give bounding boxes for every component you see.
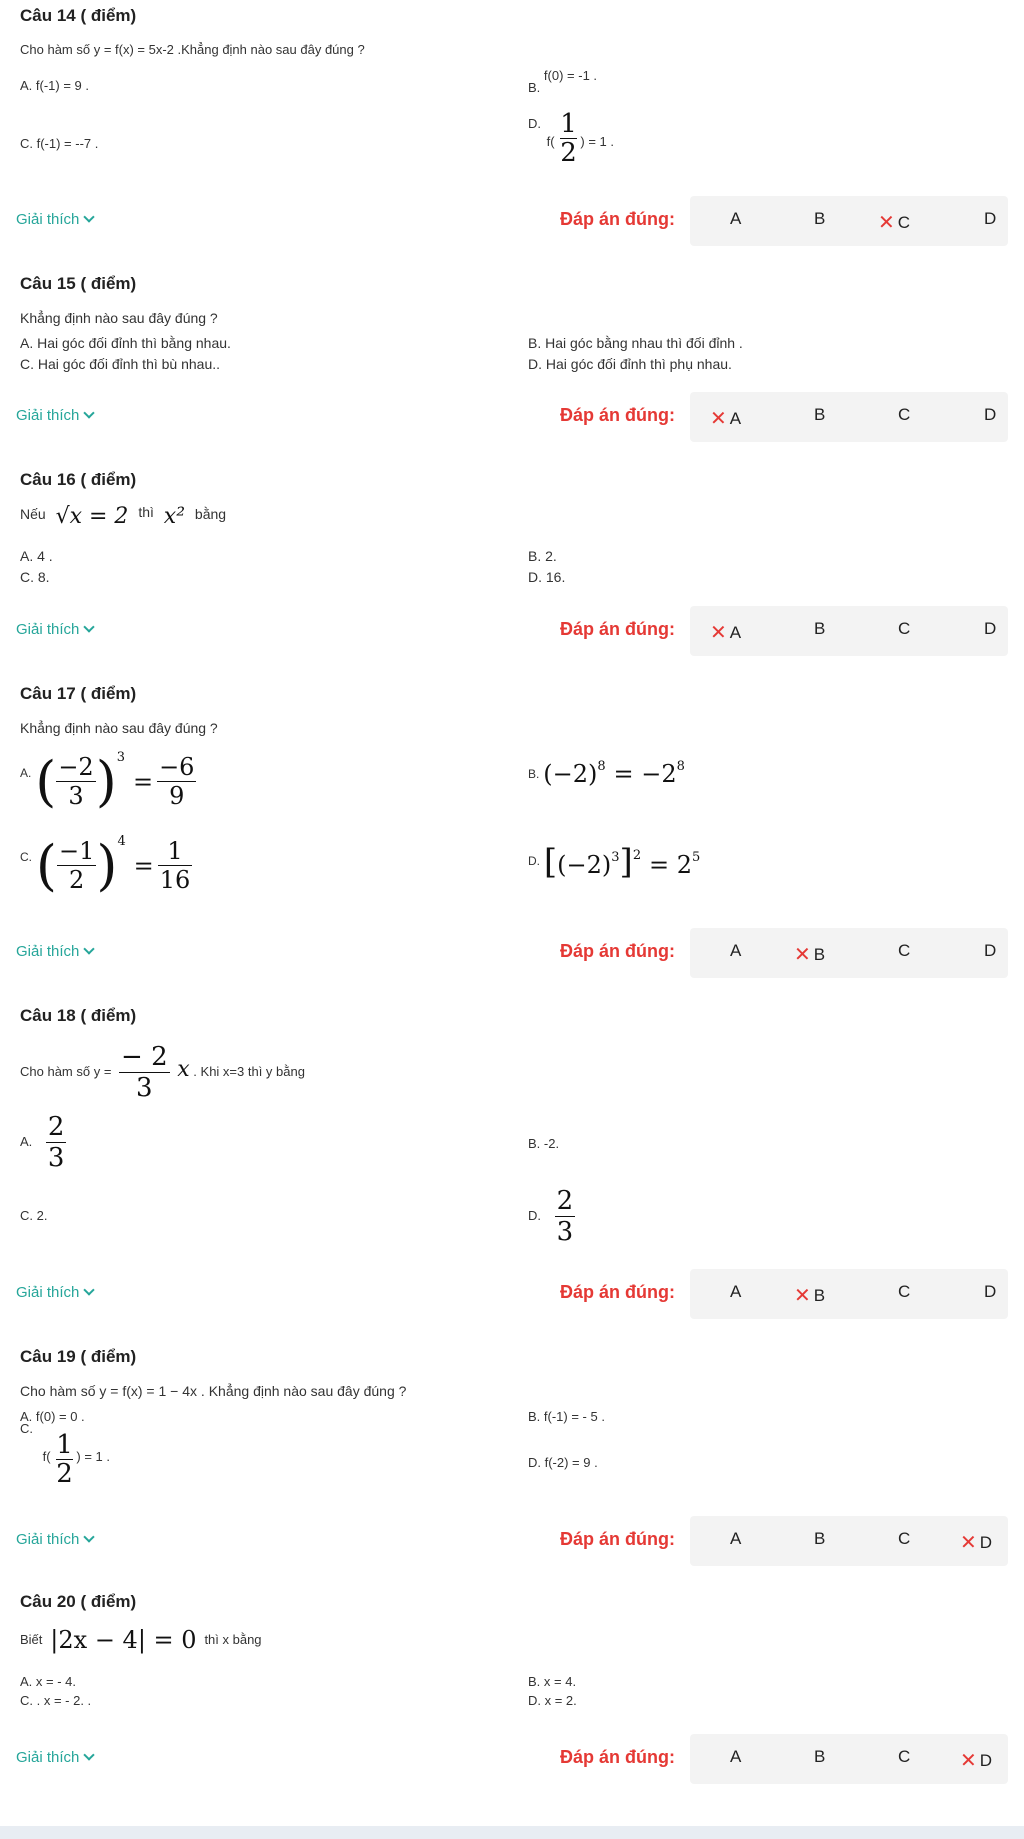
- option-c: C. f(-1) = --7 .: [20, 136, 99, 151]
- wrong-mark-icon: ✕: [794, 1285, 811, 1307]
- fraction-numerator: −1: [58, 837, 95, 865]
- choice-d[interactable]: D: [984, 209, 997, 228]
- choice-c[interactable]: C: [898, 1529, 911, 1548]
- wrong-mark-icon: ✕: [794, 944, 811, 966]
- option-a: A. Hai góc đối đỉnh thì bằng nhau.: [20, 335, 231, 351]
- stem-text: Biết: [20, 1632, 43, 1647]
- choice-b[interactable]: B: [814, 619, 826, 638]
- base-expression: (−2): [557, 851, 612, 879]
- option-b: B. 2.: [528, 548, 557, 564]
- explain-label: Giải thích: [16, 407, 80, 424]
- choice-a[interactable]: A: [730, 1529, 742, 1548]
- choice-label: D: [979, 1533, 993, 1552]
- option-text: f(0) = -1 .: [543, 68, 598, 83]
- fraction-denominator: 9: [157, 781, 196, 810]
- choice-label: C: [897, 213, 911, 232]
- paren-close: ): [96, 834, 118, 897]
- fraction-numerator: 1: [56, 1430, 73, 1460]
- choice-b[interactable]: [794, 941, 825, 966]
- answer-choices: [690, 196, 1008, 246]
- choice-d[interactable]: [960, 1747, 992, 1772]
- fraction: [56, 753, 95, 810]
- wrong-mark-icon: ✕: [960, 1532, 977, 1554]
- correct-answer-label: Đáp án đúng:: [560, 1747, 675, 1767]
- choice-d[interactable]: D: [984, 941, 997, 960]
- option-a: [20, 750, 196, 814]
- variable: x: [177, 1056, 190, 1082]
- choice-d[interactable]: [960, 1529, 992, 1554]
- option-b: B. x = 4.: [528, 1674, 577, 1689]
- option-c: C. 8.: [20, 569, 50, 585]
- fraction-denominator: 2: [57, 865, 96, 894]
- question-stem: Cho hàm số y = f(x) = 5x-2 .Khẳng định nào sau đây đúng ?: [20, 42, 365, 57]
- option-prefix: B.: [528, 767, 540, 781]
- correct-answer-label: Đáp án đúng:: [560, 619, 675, 639]
- fraction-denominator: 3: [119, 1072, 170, 1103]
- choice-c[interactable]: C: [898, 619, 911, 638]
- option-fn-close: ) = 1 .: [76, 1449, 110, 1464]
- question-stem: [20, 504, 226, 529]
- answer-choices: [690, 606, 1008, 656]
- chevron-down-icon: [84, 621, 95, 632]
- option-c: C. 2.: [20, 1208, 48, 1223]
- option-c: C. . x = - 2. .: [20, 1693, 92, 1708]
- fraction: [560, 110, 577, 167]
- choice-c[interactable]: C: [898, 405, 911, 424]
- option-a: A. 4 .: [20, 548, 53, 564]
- fraction-denominator: 2: [56, 1459, 73, 1489]
- choice-label: A: [729, 409, 742, 428]
- option-fn-close: ) = 1 .: [580, 134, 614, 149]
- wrong-mark-icon: ✕: [710, 622, 727, 644]
- choice-b[interactable]: B: [814, 405, 826, 424]
- choice-d[interactable]: D: [984, 405, 997, 424]
- answer-row-14: [0, 196, 1024, 246]
- question-title: Câu 16 ( điểm): [20, 470, 137, 489]
- fraction: [158, 837, 193, 894]
- answer-choices: [690, 1734, 1008, 1784]
- rhs-expression: = 2: [648, 851, 692, 879]
- equals-sign: =: [133, 851, 154, 880]
- question-title: Câu 20 ( điểm): [20, 1592, 137, 1611]
- stem-text: thì x bằng: [204, 1632, 262, 1647]
- option-prefix: A.: [20, 766, 32, 781]
- fraction-numerator: 1: [167, 837, 183, 865]
- exponent: 2: [632, 848, 642, 864]
- chevron-down-icon: [84, 1284, 95, 1295]
- stem-text: thì: [138, 504, 154, 520]
- choice-b[interactable]: B: [814, 1529, 826, 1548]
- explain-label: Giải thích: [16, 1749, 80, 1766]
- explain-label: Giải thích: [16, 1531, 80, 1548]
- option-prefix: D.: [528, 116, 541, 131]
- choice-d[interactable]: D: [984, 619, 997, 638]
- fraction-denominator: 3: [556, 1217, 574, 1247]
- option-d: D. f(-2) = 9 .: [528, 1455, 598, 1470]
- answer-choices: [690, 392, 1008, 442]
- explain-label: Giải thích: [16, 1284, 80, 1301]
- exponent: 8: [597, 759, 606, 775]
- choice-a[interactable]: A: [730, 1747, 742, 1766]
- explain-toggle[interactable]: [16, 1531, 93, 1548]
- answer-row-17: [0, 928, 1024, 978]
- question-title: Câu 14 ( điểm): [20, 6, 137, 25]
- correct-answer-label: Đáp án đúng:: [560, 941, 675, 961]
- question-stem: [20, 1626, 262, 1654]
- wrong-mark-icon: ✕: [960, 1750, 977, 1772]
- fraction: [56, 1431, 73, 1488]
- exponent: 3: [611, 850, 620, 866]
- exponent: 5: [692, 850, 701, 866]
- chevron-down-icon: [84, 1531, 95, 1542]
- choice-c[interactable]: [878, 209, 910, 234]
- question-stem: Khẳng định nào sau đây đúng ?: [20, 720, 218, 736]
- stem-text: . Khi x=3 thì y bằng: [193, 1063, 305, 1079]
- question-title: Câu 18 ( điểm): [20, 1006, 137, 1025]
- option-prefix: A.: [20, 1133, 33, 1149]
- bracket-open: [: [543, 842, 558, 882]
- explain-toggle[interactable]: [16, 211, 93, 228]
- option-d: D. x = 2.: [528, 1693, 577, 1708]
- answer-choices: [690, 1269, 1008, 1319]
- question-title: Câu 19 ( điểm): [20, 1347, 137, 1366]
- option-prefix: C.: [20, 1421, 33, 1436]
- fraction: [555, 1186, 576, 1247]
- bracket-close: ]: [619, 842, 633, 882]
- option-c: [20, 1421, 110, 1489]
- fraction-denominator: 16: [159, 866, 191, 894]
- choice-label: A: [729, 623, 742, 642]
- explain-toggle[interactable]: [16, 943, 93, 960]
- fraction: [57, 837, 96, 894]
- option-b: B. f(-1) = - 5 .: [528, 1409, 605, 1424]
- correct-answer-label: Đáp án đúng:: [560, 405, 675, 425]
- answer-row-19: [0, 1516, 1024, 1566]
- answer-choices: [690, 928, 1008, 978]
- exponent: 3: [116, 750, 126, 766]
- explain-toggle[interactable]: [16, 1284, 93, 1301]
- explain-toggle[interactable]: [16, 621, 93, 638]
- answer-row-18: [0, 1269, 1024, 1319]
- choice-label: B: [813, 1286, 826, 1305]
- option-b: [528, 760, 685, 788]
- chevron-down-icon: [84, 211, 95, 222]
- option-d: [528, 842, 700, 882]
- option-d: D. Hai góc đối đỉnh thì phụ nhau.: [528, 356, 732, 372]
- choice-a[interactable]: A: [730, 209, 742, 228]
- stem-text: Cho hàm số y =: [20, 1063, 112, 1079]
- option-b: B. Hai góc bằng nhau thì đối đỉnh .: [528, 335, 743, 351]
- fraction-numerator: −6: [159, 753, 195, 781]
- fraction-numerator: 2: [47, 1112, 65, 1142]
- choice-a[interactable]: [710, 619, 741, 644]
- explain-label: Giải thích: [16, 943, 80, 960]
- option-d: [528, 1186, 575, 1247]
- choice-c[interactable]: C: [898, 1747, 911, 1766]
- choice-b[interactable]: B: [814, 1747, 826, 1766]
- option-a: A. f(-1) = 9 .: [20, 78, 89, 93]
- option-a: A. f(0) = 0 .: [20, 1409, 85, 1424]
- question-title: Câu 15 ( điểm): [20, 274, 137, 293]
- option-prefix: B.: [528, 80, 541, 95]
- answer-row-20: [0, 1734, 1024, 1784]
- chevron-down-icon: [84, 407, 95, 418]
- equals-sign: =: [132, 767, 154, 796]
- choice-label: B: [813, 945, 826, 964]
- fraction-denominator: 3: [56, 781, 95, 810]
- fraction-denominator: 2: [560, 138, 577, 168]
- choice-a[interactable]: A: [730, 1282, 742, 1301]
- choice-c[interactable]: C: [898, 941, 911, 960]
- option-fn-open: f(: [42, 1449, 51, 1464]
- option-b: [528, 68, 598, 95]
- answer-row-16: [0, 606, 1024, 656]
- question-stem: Khẳng định nào sau đây đúng ?: [20, 310, 218, 326]
- option-prefix: D.: [528, 854, 540, 868]
- choice-b[interactable]: [794, 1282, 825, 1307]
- explain-toggle[interactable]: [16, 407, 93, 424]
- explain-label: Giải thích: [16, 621, 80, 638]
- answer-choices: [690, 1516, 1008, 1566]
- choice-b[interactable]: B: [814, 209, 826, 228]
- choice-c[interactable]: C: [898, 1282, 911, 1301]
- choice-d[interactable]: D: [984, 1282, 997, 1301]
- fraction: [157, 753, 196, 810]
- option-fn-open: f(: [546, 134, 555, 149]
- power-expression: x²: [163, 504, 186, 529]
- correct-answer-label: Đáp án đúng:: [560, 209, 675, 229]
- chevron-down-icon: [84, 1749, 95, 1760]
- option-a: [20, 1112, 66, 1173]
- question-stem: [20, 1042, 305, 1103]
- stem-text: bằng: [194, 506, 227, 522]
- rhs-expression: = −2: [613, 760, 677, 788]
- choice-a[interactable]: A: [730, 941, 742, 960]
- question-stem: Cho hàm số y = f(x) = 1 − 4x . Khẳng định nào sau đây đúng ?: [20, 1383, 407, 1399]
- option-c: C. Hai góc đối đỉnh thì bù nhau..: [20, 356, 221, 372]
- correct-answer-label: Đáp án đúng:: [560, 1529, 675, 1549]
- fraction: [119, 1042, 170, 1103]
- fraction-numerator: −2: [58, 753, 94, 781]
- option-c: [20, 834, 192, 898]
- option-b: B. -2.: [528, 1136, 560, 1151]
- fraction-numerator: − 2: [121, 1042, 168, 1072]
- choice-label: D: [979, 1751, 993, 1770]
- fraction-numerator: 1: [560, 109, 577, 139]
- fraction: [46, 1112, 67, 1173]
- fraction-denominator: 3: [47, 1143, 65, 1173]
- sqrt-expression: √x = 2: [55, 504, 129, 529]
- option-prefix: D.: [528, 1207, 541, 1223]
- chevron-down-icon: [84, 943, 95, 954]
- option-prefix: C.: [20, 850, 32, 865]
- answer-row-15: [0, 392, 1024, 442]
- wrong-mark-icon: ✕: [878, 212, 895, 234]
- question-title: Câu 17 ( điểm): [20, 684, 137, 703]
- option-d: [528, 110, 614, 167]
- wrong-mark-icon: ✕: [710, 408, 727, 430]
- explain-label: Giải thích: [16, 211, 80, 228]
- paren-open: (: [35, 834, 57, 897]
- option-d: D. 16.: [528, 569, 566, 585]
- correct-answer-label: Đáp án đúng:: [560, 1282, 675, 1302]
- paren-open: (: [35, 750, 57, 813]
- explain-toggle[interactable]: [16, 1749, 93, 1766]
- fraction-numerator: 2: [556, 1186, 574, 1216]
- bottom-bar: [0, 1826, 1024, 1839]
- paren-close: ): [95, 750, 117, 813]
- exponent: 8: [676, 759, 685, 775]
- exponent: 4: [117, 834, 126, 850]
- choice-a[interactable]: [710, 405, 741, 430]
- absolute-value-expression: |2x − 4| = 0: [50, 1626, 197, 1654]
- stem-text: Nếu: [20, 506, 46, 522]
- base-expression: (−2): [543, 760, 598, 788]
- option-a: A. x = - 4.: [20, 1674, 76, 1689]
